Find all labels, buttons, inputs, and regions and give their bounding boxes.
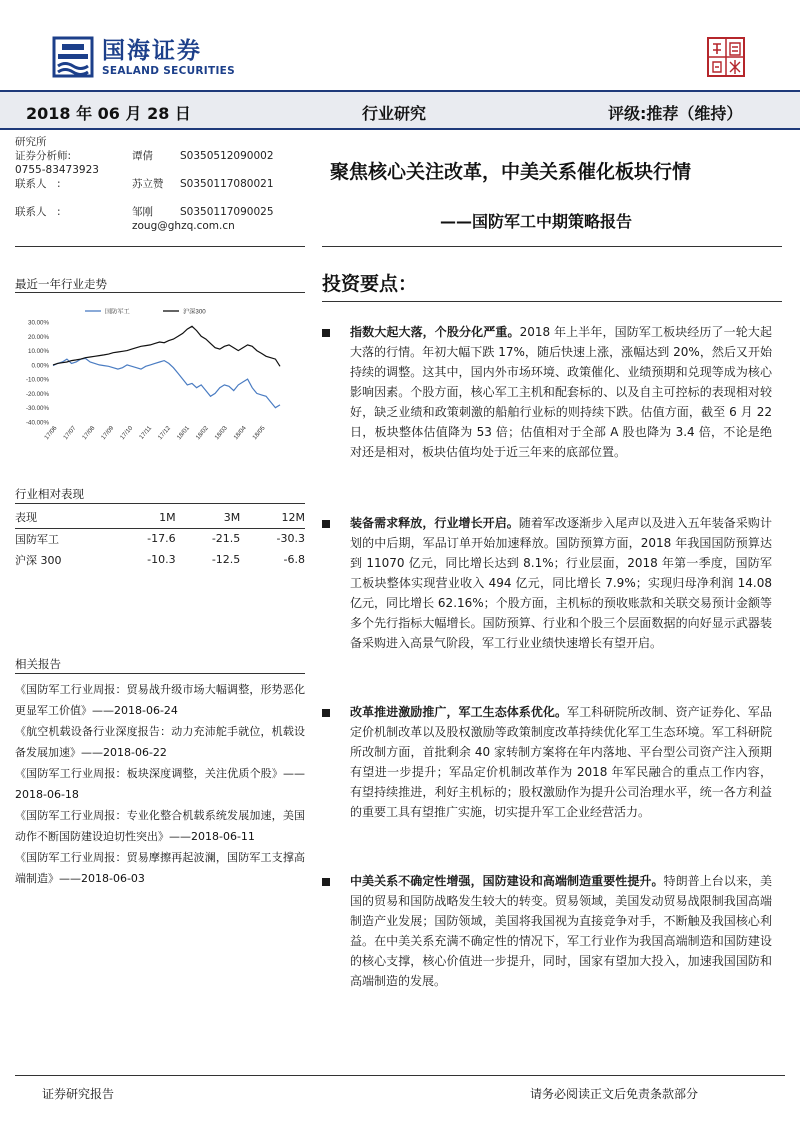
x-tick-label: 17/12 bbox=[156, 424, 173, 442]
point-lead: 装备需求释放，行业增长开启。 bbox=[350, 516, 519, 530]
column-header: 3M bbox=[176, 507, 241, 528]
analyst-role: 联系人 : bbox=[15, 178, 61, 190]
table-row bbox=[15, 528, 305, 549]
y-tick-label: -30.00% bbox=[25, 405, 49, 413]
report-date: 2018 年 06 月 28 日 bbox=[26, 104, 191, 123]
investment-points-heading: 投资要点： bbox=[322, 273, 418, 295]
x-tick-label: 18/02 bbox=[194, 424, 210, 442]
y-tick-label: 20.00% bbox=[28, 333, 49, 341]
footer-disclaimer: 请务必阅读正文后免责条款部分 bbox=[530, 1087, 699, 1101]
analyst-cert: S0350117080021 bbox=[180, 178, 274, 190]
divider bbox=[15, 292, 305, 293]
x-tick-label: 18/03 bbox=[213, 424, 229, 442]
related-reports bbox=[15, 679, 305, 889]
x-tick-label: 17/08 bbox=[81, 424, 97, 442]
divider bbox=[15, 246, 305, 247]
sealand-logo-icon bbox=[52, 36, 94, 78]
analyst-email[interactable]: zoug@ghzq.com.cn bbox=[132, 220, 235, 232]
table-cell: -17.6 bbox=[147, 532, 176, 546]
chart-heading: 最近一年行业走势 bbox=[15, 277, 107, 291]
footer-left-text: 证券研究报告 bbox=[42, 1087, 115, 1101]
analyst-row bbox=[15, 205, 305, 219]
point-body: 随着军改逐渐步入尾声以及进入五年装备采购计划的中后期，军品订单开始加速释放。国防预算方面，2018 年我国国防预算达到 11070 亿元，同比增长达到 8.1%；行业层面，2018 年第一季度，国防军工板块整体实现营业收入 494 亿元，同比增长 7.9%；实现归母净利润 14.08 亿元，同比增长 62.16%；个股方面，主机标的预收账款和关联交易预计金额等多个先行指标大幅增长。国防预算、行业和个股三个层面数据的向好显示武器装备采购进入高景气阶段，军工行业业绩快速增长有望开启。 bbox=[350, 516, 772, 650]
bullet-square-icon bbox=[322, 709, 330, 717]
x-tick-label: 18/01 bbox=[175, 424, 191, 442]
column-header: 表现 bbox=[15, 507, 135, 528]
report-link[interactable]: 《国防军工行业周报：专业化整合机载系统发展加速，美国动作不断国防建设迫切性突出》——2018-06-11 bbox=[15, 809, 305, 843]
industry-trend-chart bbox=[15, 300, 305, 480]
x-tick-label: 17/10 bbox=[118, 424, 135, 442]
report-link[interactable]: 《国防军工行业周报：贸易摩擦再起波澜，国防军工支撑高端制造》——2018-06-03 bbox=[15, 851, 305, 885]
analyst-row bbox=[15, 177, 305, 191]
brand-name-cn: 国海证券 bbox=[102, 37, 202, 64]
company-logo bbox=[52, 36, 235, 78]
report-link[interactable]: 《国防军工行业周报：贸易战升级市场大幅调整，形势恶化更显军工价值》——2018-06-24 bbox=[15, 683, 305, 717]
table-cell: -12.5 bbox=[211, 553, 241, 566]
divider bbox=[15, 503, 305, 504]
analyst-phone: 0755-83473923 bbox=[15, 164, 99, 176]
y-tick-label: -20.00% bbox=[25, 390, 49, 398]
analyst-cert: S0350117090025 bbox=[180, 206, 274, 218]
legend-label: 沪深300 bbox=[183, 308, 206, 316]
investment-point bbox=[322, 871, 772, 991]
investment-point bbox=[322, 322, 772, 462]
perf-heading: 行业相对表现 bbox=[15, 487, 84, 501]
report-title: 聚焦核心关注改革，中美关系催化板块行情 bbox=[330, 161, 692, 183]
point-lead: 改革推进激励推广，军工生态体系优化。 bbox=[350, 705, 568, 719]
research-seal-icon bbox=[706, 36, 746, 78]
column-header: 12M bbox=[240, 507, 305, 528]
brand-name-en: SEALAND SECURITIES bbox=[102, 64, 235, 77]
table-cell: -10.3 bbox=[147, 553, 176, 566]
report-subtitle: ——国防军工中期策略报告 bbox=[440, 212, 633, 231]
column-header: 1M bbox=[135, 507, 175, 528]
investment-point bbox=[322, 702, 772, 822]
analyst-row bbox=[15, 163, 305, 177]
y-tick-label: 10.00% bbox=[28, 348, 49, 356]
table-header-row bbox=[15, 507, 305, 528]
x-tick-label: 18/04 bbox=[232, 424, 248, 442]
point-lead: 中美关系不确定性增强，国防建设和高端制造重要性提升。 bbox=[350, 874, 664, 888]
report-link[interactable]: 《国防军工行业周报：板块深度调整，关注优质个股》——2018-06-18 bbox=[15, 767, 305, 801]
series-line bbox=[53, 358, 280, 407]
y-tick-label: -10.00% bbox=[25, 376, 49, 384]
analyst-row bbox=[15, 219, 305, 233]
bullet-square-icon bbox=[322, 878, 330, 886]
analyst-cert: S0350512090002 bbox=[180, 150, 274, 162]
trend-chart-svg bbox=[15, 300, 305, 480]
report-link[interactable]: 《航空机载设备行业深度报告：动力充沛舵手就位，机载设备发展加速》——2018-06-22 bbox=[15, 725, 305, 759]
analyst-row bbox=[15, 149, 305, 163]
analyst-name: 苏立赞 bbox=[132, 178, 164, 190]
investment-point bbox=[322, 513, 772, 653]
point-body: 特朗普上台以来，美国的贸易和国防战略发生较大的转变。贸易领域，美国发动贸易战限制我国高端制造产业发展；国防领域，美国将我国视为直接竞争对手，不断触及我国核心利益。在中美关系充满不确定性的情况下，军工行业作为我国高端制造和国防建设的核心支撑，核心价值进一步提升，同时，国家有望加大投入，加速我国国防和高端制造的发展。 bbox=[350, 874, 772, 988]
bullet-square-icon bbox=[322, 329, 330, 337]
analyst-section-label: 研究所 bbox=[15, 136, 47, 148]
header-band bbox=[0, 90, 800, 130]
analyst-role: 证券分析师: bbox=[15, 150, 72, 162]
table-cell: -21.5 bbox=[211, 532, 241, 546]
table-cell: -30.3 bbox=[276, 532, 305, 546]
y-tick-label: 30.00% bbox=[28, 319, 49, 327]
legend-label: 国防军工 bbox=[105, 308, 130, 316]
x-tick-label: 17/07 bbox=[62, 424, 78, 442]
report-rating: 评级:推荐（维持） bbox=[608, 104, 743, 123]
point-lead: 指数大起大落，个股分化严重。 bbox=[350, 325, 520, 339]
x-tick-label: 17/09 bbox=[99, 424, 116, 442]
point-body: 2018 年上半年，国防军工板块经历了一轮大起大落的行情。年初大幅下跌 17%，随后快速上涨，涨幅达到 20%，然后又开始持续的调整。这其中，国内外市场环境、政策催化、业绩预期和兑现等成为核心影响因素。个股方面，核心军工主机和配套标的、以及自主可控标的表现相对较好，缺乏业绩和政策刺激的船舶行业标的则持续下跌。估值方面，截至 6 月 22 日，板块整体估值降为 53 倍；估值相对于全部 A 股也降为 3.4 倍，不论是绝对还是相对，板块估值均处于近三年来的底部位置。 bbox=[350, 325, 772, 459]
table-row bbox=[15, 549, 305, 570]
analyst-row-spacer bbox=[15, 191, 305, 205]
bullet-square-icon bbox=[322, 520, 330, 528]
report-type: 行业研究 bbox=[362, 104, 427, 123]
performance-table bbox=[15, 507, 305, 570]
analyst-name: 谭倩 bbox=[132, 150, 153, 162]
x-tick-label: 17/11 bbox=[138, 424, 154, 441]
divider bbox=[322, 301, 782, 302]
analyst-info bbox=[15, 135, 305, 233]
divider bbox=[322, 246, 782, 247]
x-tick-label: 17/06 bbox=[43, 424, 59, 442]
table-cell: -6.8 bbox=[283, 553, 305, 566]
y-tick-label: 0.00% bbox=[31, 362, 49, 370]
divider bbox=[15, 673, 305, 674]
reports-heading: 相关报告 bbox=[15, 657, 61, 671]
x-tick-label: 18/05 bbox=[251, 424, 267, 442]
analyst-role: 联系人 : bbox=[15, 206, 61, 218]
y-tick-label: -40.00% bbox=[25, 419, 49, 427]
point-body: 军工科研院所改制、资产证券化、军品定价机制改革以及股权激励等政策制度改革持续优化军工生态环境。军工科研院所改制方面，首批剩余 40 家转制方案将在年内落地、平台型公司资产注入预期有望进一步提升；军品定价机制改革作为 2018 年军民融合的重点工作内容，有望持续推进，利好主机标的；股权激励作为提升公司治理水平，统一各方利益的重要工具有望推广实施，切实提升军工企业经营活力。 bbox=[350, 705, 772, 819]
footer-divider bbox=[15, 1075, 785, 1076]
analyst-name: 邹刚 bbox=[132, 206, 153, 218]
table-cell: 沪深 300 bbox=[15, 553, 62, 567]
table-cell: 国防军工 bbox=[15, 532, 59, 546]
